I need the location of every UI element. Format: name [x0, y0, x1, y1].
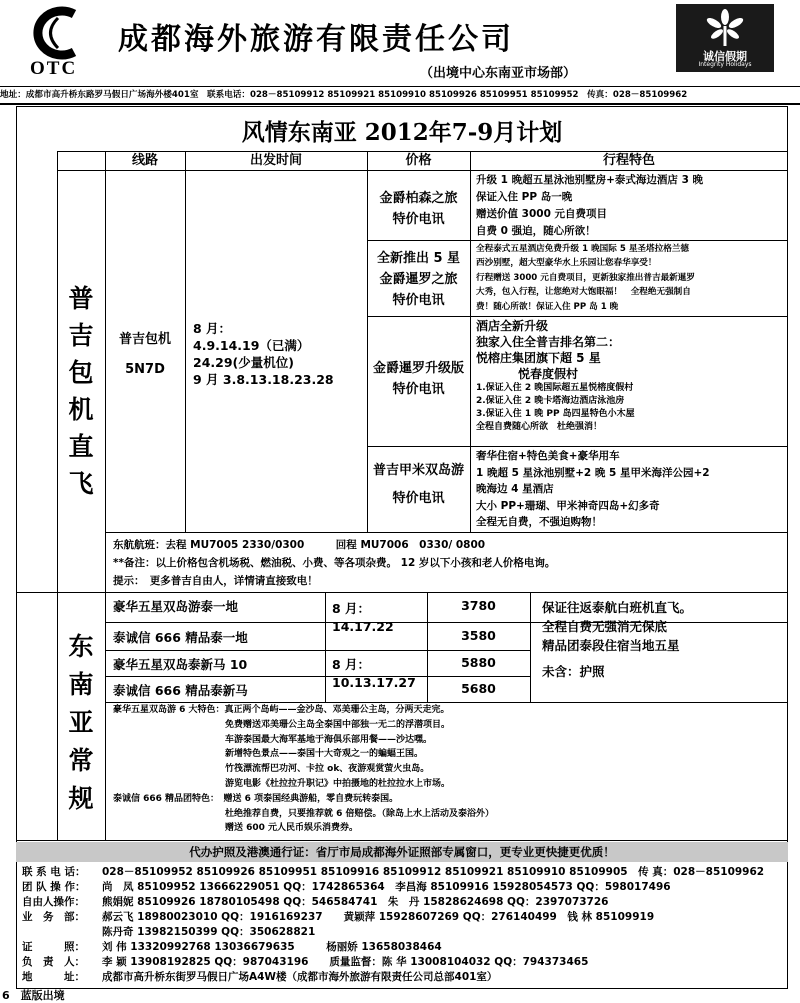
- department: （出境中心东南亚市场部）: [420, 66, 577, 81]
- passport-service-banner: 代办护照及港澳通行证：省厅市局成都海外证照部专属窗口，更专业更快捷更优质！: [16, 842, 788, 862]
- col-header-features: 行程特色: [602, 153, 655, 168]
- col-header-departure: 出发时间: [249, 153, 302, 168]
- page-title: 风情东南亚 2012年7-9月计划: [241, 119, 563, 146]
- sea-dates: 8 月： 10.13.17.27: [332, 657, 416, 690]
- phuket-section-label: 普 吉 包 机 直 飞: [68, 284, 94, 498]
- departure-dates: 8 月： 4.9.14.19（已满） 24.29(少量机位) 9 月 3.8.13.18.23.28: [193, 321, 334, 387]
- otc-logo-icon: [18, 6, 88, 60]
- brand-logo: [676, 4, 774, 72]
- brand-subtitle: Integrity Holidays: [698, 61, 752, 68]
- col-header-route: 线路: [131, 153, 158, 168]
- product-features: 升级 1 晚超五星泳池别墅房+泰式海边酒店 3 晚 保证入住 PP 岛一晚 赠送价值 3000 元自费项目 自费 0 强迫，随心所欲！: [476, 174, 704, 237]
- sea-route-name: 泰诚信 666 精品泰新马: [113, 683, 248, 698]
- sea-dates: 8 月： 14.17.22: [332, 601, 394, 634]
- sea-route-name: 豪华五星双岛泰新马 10: [113, 657, 248, 672]
- sea-price: 3780: [461, 598, 496, 613]
- flight-info: 东航航班：去程 MU7005 2330/0300 回程 MU7006 0330/ 0800: [113, 539, 486, 551]
- phuket-notes: [113, 536, 555, 590]
- sea-price: 5680: [461, 681, 496, 696]
- tip: 提示： 更多普吉自由人，详情请直接致电！: [113, 575, 318, 587]
- sea-price: 3580: [461, 628, 496, 643]
- product-name: 金爵柏森之旅 特价电讯: [379, 191, 458, 227]
- product-name: 金爵暹罗升级版 特价电讯: [372, 361, 464, 397]
- sea-route-name: 豪华五星双岛游泰一地: [113, 599, 239, 614]
- product-name: 普吉甲米双岛游 特价电讯: [372, 463, 464, 506]
- product-name: 全新推出 5 星 金爵暹罗之旅 特价电讯: [376, 251, 461, 308]
- product-features: 酒店全新升级 独家入住全普吉排名第二： 悦榕庄集团旗下超 5 星 悦春度假村 1.保证入住 2 晚国际超五星悦榕度假村 2.保证入住 2 晚卡塔海边酒店泳池房 3.保证入住 1 晚 PP 岛四星特色小木屋 全程自费随心所欲 杜绝强消！: [476, 319, 635, 432]
- product-features: 奢华住宿+特色美食+豪华用车 1 晚超 5 星泳池别墅+2 晚 5 星甲米海洋公园+2 晚海边 4 星酒店 大小 PP+珊瑚、甲米神奇四岛+幻多奇 全程无自费，不强迫购物！: [476, 450, 710, 528]
- sea-route-name: 泰诚信 666 精品泰一地: [113, 630, 248, 645]
- logo-text: OTC: [30, 58, 78, 79]
- sea-details: 豪华五星双岛游 6 大特色：真正两个岛屿——金沙岛、邓美珊公主岛，分两天走完。 免费赠送邓美珊公主岛全泰国中部独一无二的浮潜项目。 车游泰国最大海军基地于海俱乐部用餐——沙达嘿。 新增特色景点——泰国十大奇观之一的蝙蝠王国。 竹筏漂流帮巴功河、卡拉 ok、夜游观赏萤火虫岛。 游览电影《杜拉拉升职记》中拍摄地的杜拉拉水上市场。 泰诚信 666 精品团特色： 赠送 6 项泰国经典游船，零自费玩转泰国。 杜绝推荐自费，只要推荐就 6 倍赔偿。（除岛上水上活动及泰浴外） 赠送 600 元人民币娱乐消费券。: [113, 705, 495, 834]
- product-features: 全程泰式五星酒店免费升级 1 晚国际 5 星圣塔拉格兰德 西沙别墅，超大型豪华水上乐园让您春华享受！ 行程赠送 3000 元自费项目，更新独家推出普吉最新暹罗 大秀，包入行程，让您绝对大饱眼福！ 全程绝无强制自 费！随心所欲！保证入住 PP 岛 1 晚: [476, 244, 695, 312]
- route-name: 普吉包机 5N7D: [118, 332, 171, 377]
- sea-section-label: 东 南 亚 常 规: [68, 632, 94, 813]
- page-number: 6 蓝版出境: [2, 989, 65, 1002]
- address-bar: 地址：成都市高升桥东路罗马假日广场海外楼401室 联系电话：028－85109912 85109921 85109910 85109926 85109951 85109952 传真：028－85109962: [0, 86, 800, 105]
- sea-price: 5880: [461, 655, 496, 670]
- sea-features: 保证往返泰航白班机直飞。 全程自费无强消无保底 精品团泰段住宿当地五星 未含：护照: [542, 600, 693, 679]
- brand-name: 诚信假期: [703, 50, 747, 63]
- palm-icon: [705, 8, 745, 48]
- col-header-price: 价格: [405, 153, 432, 168]
- company-name: 成都海外旅游有限责任公司: [118, 22, 514, 57]
- remark: **备注：以上价格包含机场税、燃油税、小费、等各项杂费。 12 岁以下小孩和老人价格电询。: [113, 557, 556, 569]
